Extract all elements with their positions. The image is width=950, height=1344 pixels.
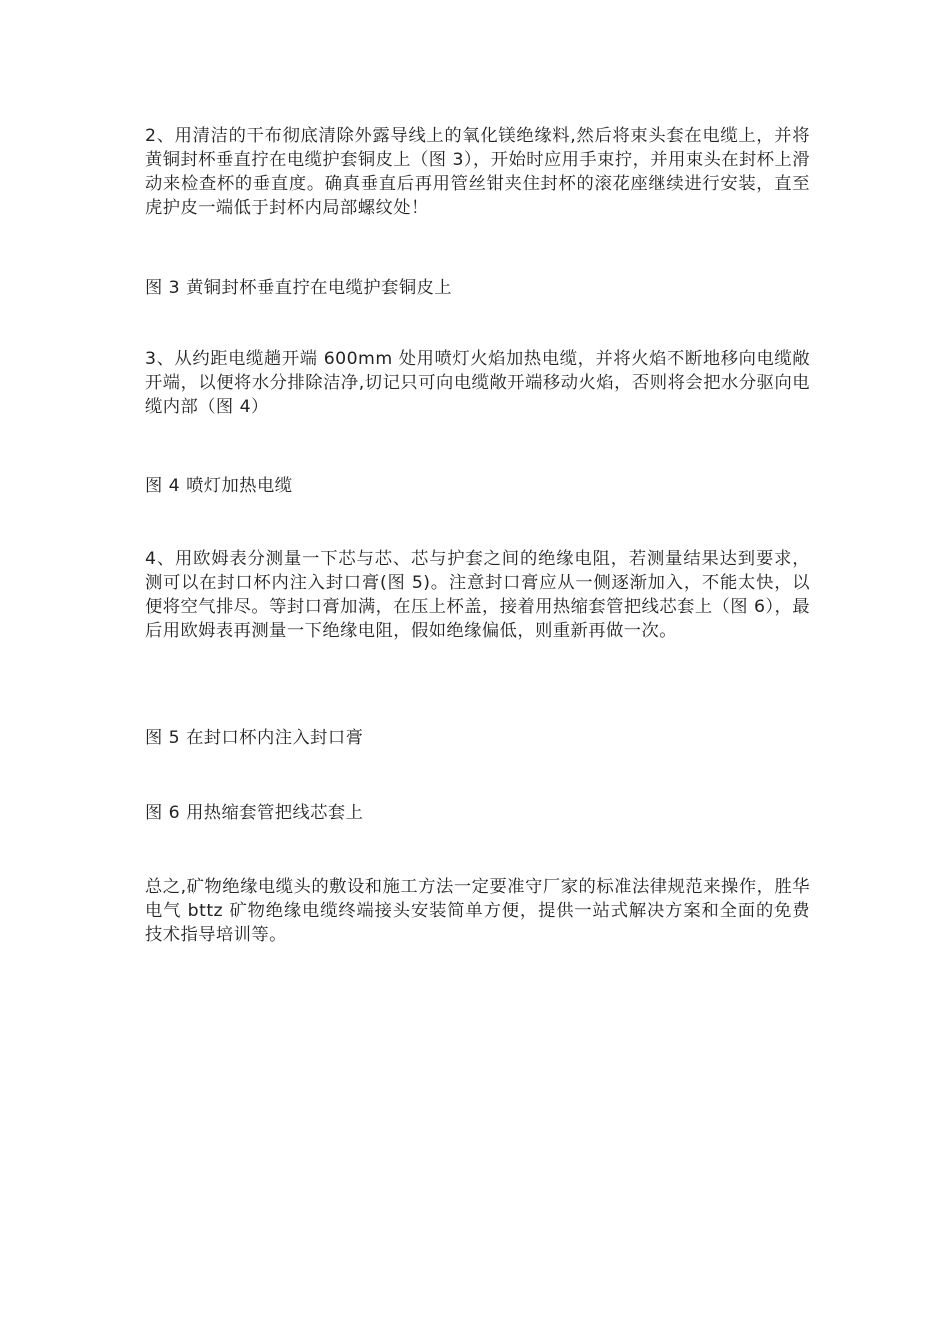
paragraph-summary: 总之,矿物绝缘电缆头的敷设和施工方法一定要准守厂家的标准法律规范来操作，胜华电气 bttz 矿物绝缘电缆终端接头安装简单方便，提供一站式解决方案和全面的免费技术指导培训等。 [145, 877, 810, 945]
figure-6-caption: 图 6 用热缩套管把线芯套上 [145, 803, 364, 823]
paragraph-step-3: 3、从约距电缆趟开端 600mm 处用喷灯火焰加热电缆，并将火焰不断地移向电缆敞开端，以便将水分排除洁净,切记只可向电缆敞开端移动火焰，否则将会把水分驱向电缆内部（图 4） [145, 349, 810, 417]
paragraph-step-2: 2、用清洁的干布彻底清除外露导线上的氧化镁绝缘料,然后将束头套在电缆上，并将黄铜封杯垂直拧在电缆护套铜皮上（图 3），开始时应用手束拧，并用束头在封杯上滑动来检查杯的垂直度。确真垂直后再用管丝钳夹住封杯的滚花座继续进行安装，直至虎护皮一端低于封杯内局部螺纹处！ [145, 126, 810, 218]
figure-5-caption: 图 5 在封口杯内注入封口膏 [145, 728, 364, 748]
paragraph-step-4: 4、用欧姆表分测量一下芯与芯、芯与护套之间的绝缘电阻，若测量结果达到要求，测可以在封口杯内注入封口膏(图 5)。注意封口膏应从一侧逐渐加入，不能太快，以便将空气排尽。等封口膏加满，在压上杯盖，接着用热缩套管把线芯套上（图 6），最后用欧姆表再测量一下绝缘电阻，假如绝缘偏低，则重新再做一次。 [145, 549, 810, 641]
figure-4-caption: 图 4 喷灯加热电缆 [145, 476, 293, 496]
figure-3-caption: 图 3 黄铜封杯垂直拧在电缆护套铜皮上 [145, 278, 453, 298]
